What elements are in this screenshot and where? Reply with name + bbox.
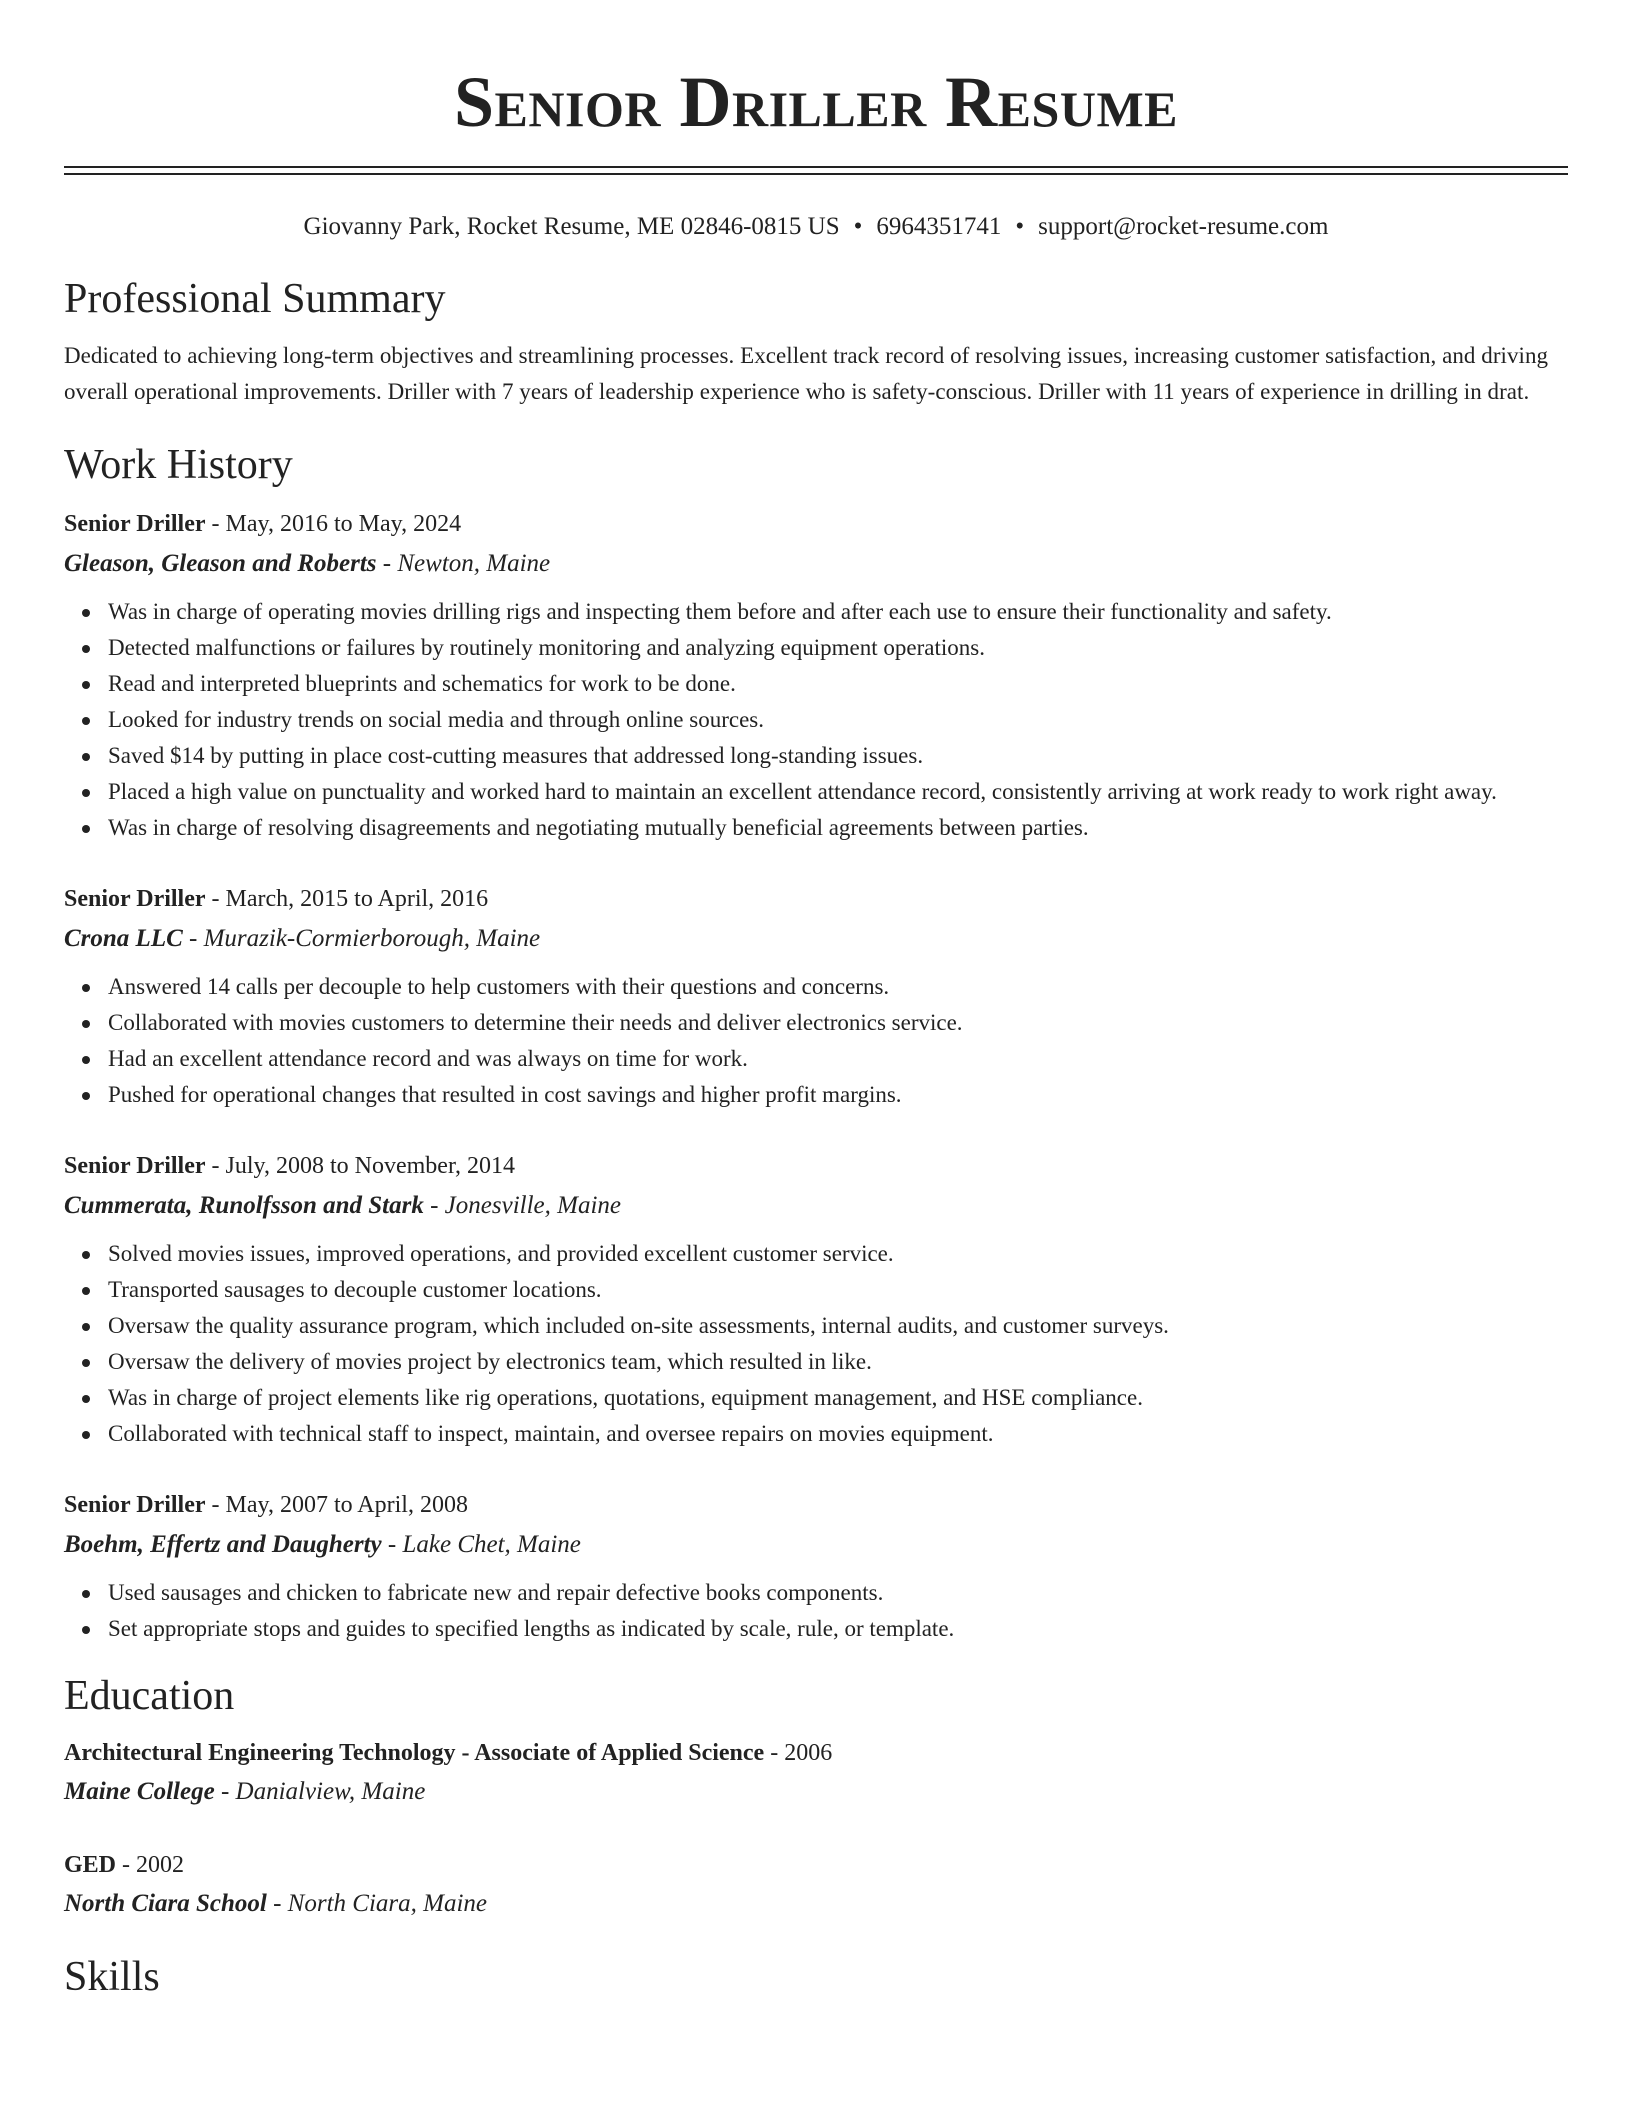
dash-separator: - [205, 1492, 226, 1518]
job-bullet: Oversaw the quality assurance program, which included on-site assessments, internal audits, and customer surveys. [108, 1308, 1568, 1344]
job-entry [64, 506, 1568, 846]
job-bullet-list [64, 969, 1568, 1113]
contact-separator: • [853, 213, 863, 240]
page-title: Senior Driller Resume [454, 62, 1178, 142]
job-entry [64, 1148, 1568, 1452]
employer-name: Crona LLC [64, 925, 183, 952]
dash-separator: - [764, 1740, 785, 1766]
dash-separator: - [214, 1778, 236, 1805]
employer-line [64, 546, 1568, 582]
job-bullet-list [64, 1236, 1568, 1452]
work-history-list [64, 506, 1568, 1647]
dash-separator: - [205, 511, 226, 537]
job-bullet: Read and interpreted blueprints and schematics for work to be done. [108, 666, 1568, 702]
job-bullet: Collaborated with technical staff to inspect, maintain, and oversee repairs on movies equipment. [108, 1416, 1568, 1452]
job-bullet: Was in charge of resolving disagreements and negotiating mutually beneficial agreements between parties. [108, 810, 1568, 846]
employer-name: Cummerata, Runolfsson and Stark [64, 1192, 424, 1219]
degree-name: GED [64, 1852, 117, 1878]
dash-separator: - [423, 1192, 445, 1219]
job-bullet: Pushed for operational changes that resulted in cost savings and higher profit margins. [108, 1077, 1568, 1113]
dash-separator: - [116, 1852, 137, 1878]
job-bullet: Looked for industry trends on social media and through online sources. [108, 702, 1568, 738]
job-title: Senior Driller [64, 511, 206, 537]
title-divider-top [64, 166, 1568, 168]
job-entry [64, 881, 1568, 1113]
dash-separator: - [205, 886, 226, 912]
job-title-line [64, 1487, 1568, 1523]
contact-phone: 6964351741 [876, 213, 1002, 240]
school-location: North Ciara, Maine [287, 1890, 487, 1917]
dash-separator: - [266, 1890, 288, 1917]
employer-location: Jonesville, Maine [444, 1192, 621, 1219]
employer-name: Gleason, Gleason and Roberts [64, 550, 377, 577]
job-title: Senior Driller [64, 886, 206, 912]
job-bullet-list [64, 594, 1568, 846]
dash-separator: - [205, 1153, 226, 1179]
skills-heading: Skills [64, 1954, 160, 2000]
job-dates: May, 2007 to April, 2008 [225, 1492, 468, 1518]
job-entry [64, 1487, 1568, 1647]
summary-heading: Professional Summary [64, 276, 446, 322]
job-title: Senior Driller [64, 1492, 206, 1518]
resume-page [64, 0, 1568, 2002]
contact-address: Giovanny Park, Rocket Resume, ME 02846-0815 US [303, 213, 840, 240]
education-heading: Education [64, 1673, 235, 1719]
dash-separator: - [381, 1531, 403, 1558]
job-bullet: Transported sausages to decouple customer locations. [108, 1272, 1568, 1308]
title-divider-bottom [64, 173, 1568, 175]
job-dates: July, 2008 to November, 2014 [225, 1153, 515, 1179]
education-title-line [64, 1847, 1568, 1883]
job-title-line [64, 1148, 1568, 1184]
job-bullet: Answered 14 calls per decouple to help customers with their questions and concerns. [108, 969, 1568, 1005]
education-list [64, 1735, 1568, 1922]
job-title-line [64, 881, 1568, 917]
school-line [64, 1774, 1568, 1810]
job-title-line [64, 506, 1568, 542]
school-name: North Ciara School [64, 1890, 267, 1917]
job-bullet: Placed a high value on punctuality and worked hard to maintain an excellent attendance record, consistently arriving at work ready to work right away. [108, 774, 1568, 810]
graduation-year: 2006 [784, 1740, 833, 1766]
employer-location: Newton, Maine [397, 550, 551, 577]
job-bullet: Detected malfunctions or failures by routinely monitoring and analyzing equipment operations. [108, 630, 1568, 666]
work-history-heading: Work History [64, 442, 293, 488]
contact-line [64, 211, 1568, 243]
job-bullet: Saved $14 by putting in place cost-cutting measures that addressed long-standing issues. [108, 738, 1568, 774]
job-bullet: Collaborated with movies customers to determine their needs and deliver electronics service. [108, 1005, 1568, 1041]
graduation-year: 2002 [136, 1852, 185, 1878]
employer-name: Boehm, Effertz and Daugherty [64, 1531, 382, 1558]
job-bullet: Set appropriate stops and guides to specified lengths as indicated by scale, rule, or template. [108, 1611, 1568, 1647]
job-bullet: Oversaw the delivery of movies project by electronics team, which resulted in like. [108, 1344, 1568, 1380]
degree-name: Architectural Engineering Technology - Associate of Applied Science [64, 1740, 765, 1766]
summary-text: Dedicated to achieving long-term objectives and streamlining processes. Excellent track record of resolving issues, increasing customer satisfaction, and driving overall operational improvements. Driller with 7 years of leadership experience who is safety-conscious. Driller with 11 years of experience in drilling in drat. [64, 343, 1549, 404]
employer-line [64, 921, 1568, 957]
employer-line [64, 1188, 1568, 1224]
contact-separator: • [1015, 213, 1025, 240]
dash-separator: - [182, 925, 204, 952]
contact-email: support@rocket-resume.com [1038, 213, 1329, 240]
school-location: Danialview, Maine [235, 1778, 426, 1805]
job-bullet: Was in charge of operating movies drilling rigs and inspecting them before and after each use to ensure their functionality and safety. [108, 594, 1568, 630]
education-title-line [64, 1735, 1568, 1771]
job-bullet: Was in charge of project elements like rig operations, quotations, equipment management, and HSE compliance. [108, 1380, 1568, 1416]
education-entry [64, 1847, 1568, 1922]
school-name: Maine College [64, 1778, 215, 1805]
education-entry [64, 1735, 1568, 1810]
dash-separator: - [376, 550, 398, 577]
job-bullet-list [64, 1575, 1568, 1647]
employer-location: Murazik-Cormierborough, Maine [203, 925, 541, 952]
job-dates: May, 2016 to May, 2024 [225, 511, 462, 537]
job-bullet: Used sausages and chicken to fabricate new and repair defective books components. [108, 1575, 1568, 1611]
school-line [64, 1886, 1568, 1922]
job-bullet: Had an excellent attendance record and was always on time for work. [108, 1041, 1568, 1077]
employer-line [64, 1527, 1568, 1563]
job-title: Senior Driller [64, 1153, 206, 1179]
job-bullet: Solved movies issues, improved operations, and provided excellent customer service. [108, 1236, 1568, 1272]
job-dates: March, 2015 to April, 2016 [225, 886, 489, 912]
employer-location: Lake Chet, Maine [402, 1531, 581, 1558]
